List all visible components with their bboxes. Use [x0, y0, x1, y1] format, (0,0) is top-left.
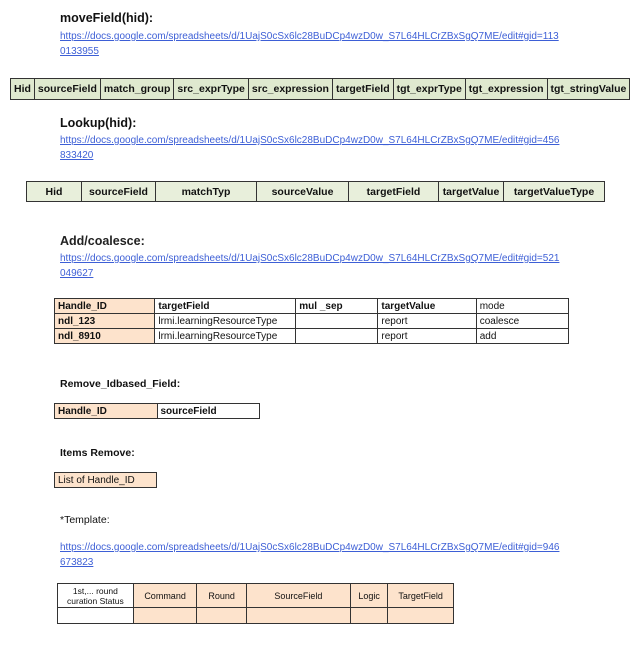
lookup-link[interactable]: https://docs.google.com/spreadsheets/d/1UajS0cSx6lc28BuDCp4wzD0w_S7L64HLCrZBxSgQ7ME/edit#gid=456833420: [60, 135, 560, 161]
status-header-cell: [58, 584, 134, 608]
template-table: [57, 583, 454, 624]
table-header-row: [27, 182, 605, 202]
template-link[interactable]: https://docs.google.com/spreadsheets/d/1UajS0cSx6lc28BuDCp4wzD0w_S7L64HLCrZBxSgQ7ME/edit#gid=946673823: [60, 542, 560, 568]
movefield-link[interactable]: https://docs.google.com/spreadsheets/d/1UajS0cSx6lc28BuDCp4wzD0w_S7L64HLCrZBxSgQ7ME/edit#gid=1130133955: [60, 31, 559, 57]
section-title-template: *Template:: [60, 514, 110, 526]
remove-idbased-table: [54, 403, 260, 419]
table-cell: coalesce: [476, 314, 568, 329]
header-cell: matchTyp: [156, 182, 257, 202]
header-cell: targetField: [155, 299, 296, 314]
header-cell: targetValue: [378, 299, 476, 314]
add-coalesce-table: [54, 298, 569, 344]
header-cell: Handle_ID: [55, 299, 155, 314]
header-cell: Logic: [350, 584, 387, 608]
table-cell: lrmi.learningResourceType: [155, 314, 296, 329]
table-cell: report: [378, 329, 476, 344]
header-cell: targetField: [332, 79, 393, 100]
table-cell: ndl_123: [55, 314, 155, 329]
movefield-table: [10, 78, 630, 100]
empty-cell: [58, 608, 134, 624]
table-row: [58, 608, 454, 624]
header-cell: mode: [476, 299, 568, 314]
header-cell: Command: [133, 584, 197, 608]
header-cell: TargetField: [388, 584, 454, 608]
table-cell: [296, 329, 378, 344]
header-cell: sourceField: [82, 182, 156, 202]
table-cell: ndl_8910: [55, 329, 155, 344]
empty-cell: [246, 608, 350, 624]
section-title-remove-idbased-field: Remove_Idbased_Field:: [60, 378, 181, 390]
header-cell: mul _sep: [296, 299, 378, 314]
lookup-table: [26, 181, 605, 202]
header-cell: Round: [197, 584, 247, 608]
section-title-items-remove: Items Remove:: [60, 447, 135, 459]
header-cell: src_exprType: [174, 79, 249, 100]
table-header-row: [58, 584, 454, 608]
table-header-row: [55, 473, 157, 488]
status-label-line1: 1st,... round: [72, 585, 118, 596]
section-title-add-coalesce: Add/coalesce:: [60, 234, 145, 248]
add-coalesce-link[interactable]: https://docs.google.com/spreadsheets/d/1UajS0cSx6lc28BuDCp4wzD0w_S7L64HLCrZBxSgQ7ME/edit#gid=521049627: [60, 253, 560, 279]
table-row: [55, 329, 569, 344]
empty-cell: [197, 608, 247, 624]
section-title-movefield: moveField(hid):: [60, 11, 154, 25]
header-cell: tgt_expression: [465, 79, 547, 100]
table-cell: lrmi.learningResourceType: [155, 329, 296, 344]
table-header-row: [55, 299, 569, 314]
header-cell: SourceField: [246, 584, 350, 608]
table-cell: [296, 314, 378, 329]
table-header-row: [11, 79, 630, 100]
table-header-row: [55, 404, 260, 419]
header-cell: List of Handle_ID: [55, 473, 157, 488]
header-cell: sourceValue: [257, 182, 349, 202]
items-remove-table: [54, 472, 157, 488]
header-cell: match_group: [100, 79, 174, 100]
empty-cell: [388, 608, 454, 624]
header-cell: sourceField: [34, 79, 100, 100]
header-cell: tgt_exprType: [393, 79, 465, 100]
table-cell: report: [378, 314, 476, 329]
header-cell: Handle_ID: [55, 404, 158, 419]
section-title-lookup: Lookup(hid):: [60, 116, 137, 130]
status-label-line2: curation Status: [67, 595, 124, 606]
header-cell: src_expression: [248, 79, 332, 100]
header-cell: tgt_stringValue: [547, 79, 630, 100]
empty-cell: [350, 608, 387, 624]
header-cell: targetValue: [439, 182, 504, 202]
header-cell: Hid: [27, 182, 82, 202]
header-cell: targetField: [349, 182, 439, 202]
table-cell: add: [476, 329, 568, 344]
header-cell: targetValueType: [504, 182, 605, 202]
header-cell: sourceField: [157, 404, 260, 419]
header-cell: Hid: [11, 79, 35, 100]
empty-cell: [133, 608, 197, 624]
table-row: [55, 314, 569, 329]
